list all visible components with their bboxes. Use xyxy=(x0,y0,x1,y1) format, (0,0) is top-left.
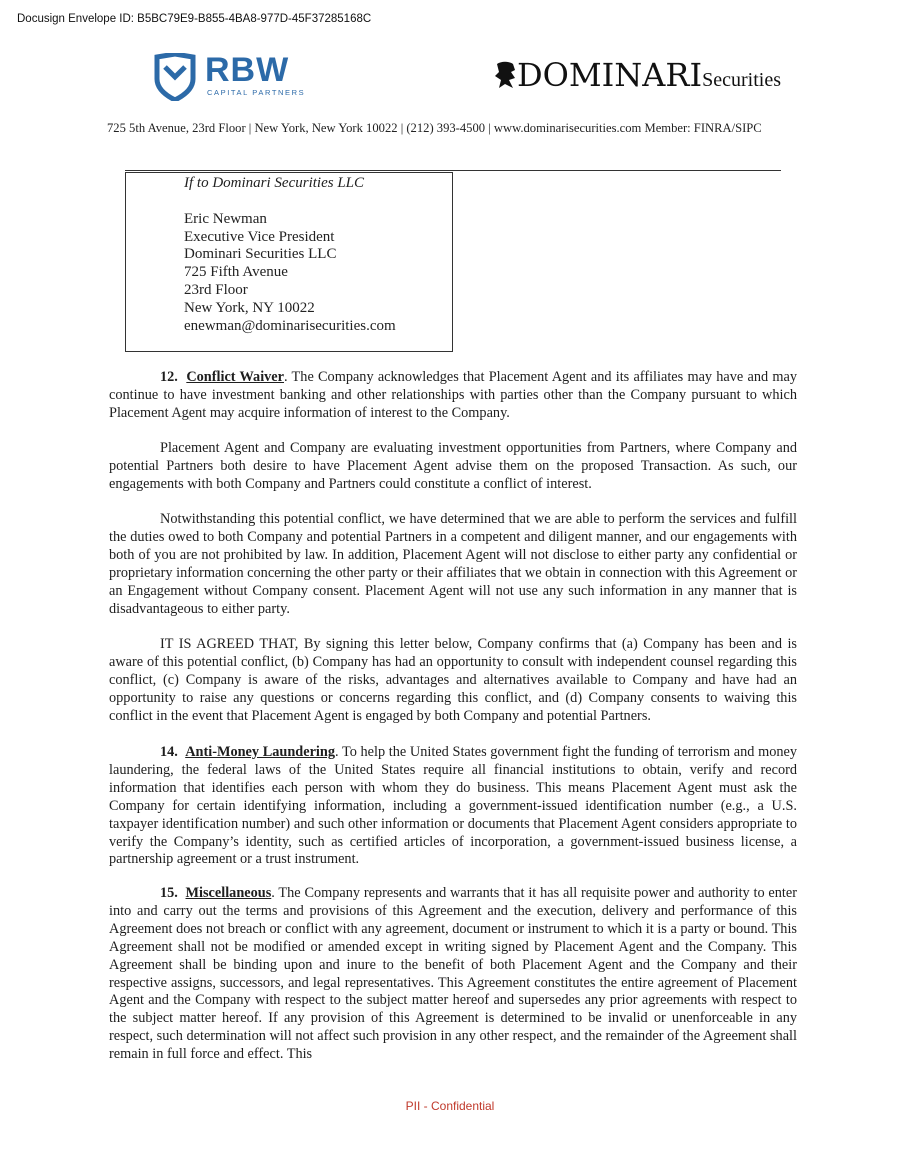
envelope-id: Docusign Envelope ID: B5BC79E9-B855-4BA8-977D-45F37285168C xyxy=(17,13,372,25)
section-15-miscellaneous xyxy=(109,885,797,1064)
address-line: Executive Vice President xyxy=(184,229,335,245)
address-line: 725 Fifth Avenue xyxy=(184,264,288,280)
address-line: Eric Newman xyxy=(184,211,267,227)
header-rule xyxy=(125,170,781,171)
section-number: 15. xyxy=(160,885,178,901)
section-heading: Conflict Waiver xyxy=(186,369,285,385)
lion-crest-icon xyxy=(493,60,519,90)
section-12-conflict-waiver xyxy=(109,369,797,423)
pii-confidential-label: PII - Confidential xyxy=(405,1099,495,1113)
paragraph-text: Placement Agent and Company are evaluating investment opportunities from Partners, where Company and potential Partners both desire to have Placement Agent advise them on the proposed Transaction. As such, our engagements with both Company and Partners could constitute a conflict of interest. xyxy=(109,440,797,492)
company-address-line: 725 5th Avenue, 23rd Floor | New York, New York 10022 | (212) 393-4500 | www.dominarisecurities.com Member: FINRA/SIPC xyxy=(107,121,762,135)
section-text: . The Company represents and warrants that it has all requisite power and authority to enter into and carry out the terms and provisions of this Agreement and the execution, delivery and performance of this Agreement does not breach or conflict with any agreement, document or instrument to which it is a party or bound. This Agreement shall not be modified or amended except in writing signed by Placement Agent and the Company. This Agreement shall be binding upon and inure to the benefit of both Placement Agent and the Company and their respective assigns, successors, and legal representatives. This Agreement constitutes the entire agreement of Placement Agent and the Company with respect to the subject matter hereof and supersedes any prior agreements with respect to the subject matter hereof. If any provision of this Agreement is determined to be invalid or unenforceable in any respect, such determination will not affect such provision in any other respect, and the remainder of the Agreement shall remain in full force and effect. This xyxy=(109,885,797,1063)
paragraph-text: Notwithstanding this potential conflict, we have determined that we are able to perform the services and fulfill the duties owed to both Company and potential Partners in a competent and diligent manner, and our engagements with both of you are not prohibited by law. In addition, Placement Agent will not disclose to either party any confidential or proprietary information concerning the other party or their affiliates that we obtain in connection with this Agreement or an Engagement without Company consent. Placement Agent will not use any such information in any manner that is disadvantageous to either party. xyxy=(109,511,797,617)
address-box xyxy=(125,172,453,352)
paragraph-notwithstanding xyxy=(109,511,797,618)
address-box-label: If to Dominari Securities LLC xyxy=(184,175,365,191)
section-text: . The Company acknowledges that Placement Agent and its affiliates may have and may continue to have investment banking and other relationships with parties other than the Company pursuant to which Placement Agent may acquire information of interest to the Company. xyxy=(109,369,797,421)
address-line: Dominari Securities LLC xyxy=(184,246,337,262)
paragraph-it-is-agreed xyxy=(109,636,797,726)
section-number: 14. xyxy=(160,744,178,760)
dominari-name xyxy=(517,56,781,94)
paragraph-text: IT IS AGREED THAT, By signing this letter below, Company confirms that (a) Company has been and is aware of this potential conflict, (b) Company has had an opportunity to consult with independent counsel regarding this conflict, (c) Company is aware of the risks, advantages and alternatives available to Company and have had an opportunity to raise any questions or concerns regarding this conflict, and (d) Company consents to waiving this conflict in the event that Placement Agent is engaged by both Company and potential Partners. xyxy=(109,636,797,724)
dominari-logo xyxy=(493,58,783,98)
section-number: 12. xyxy=(160,369,178,385)
rbw-shield-icon xyxy=(153,53,197,101)
rbw-logo xyxy=(153,53,313,101)
section-heading: Anti-Money Laundering xyxy=(185,744,336,760)
paragraph-evaluating xyxy=(109,440,797,494)
rbw-subtitle: CAPITAL PARTNERS xyxy=(207,88,306,97)
dominari-name-text: DOMINARI xyxy=(517,56,703,94)
section-14-anti-money-laundering xyxy=(109,744,797,869)
address-line: New York, NY 10022 xyxy=(184,300,315,316)
address-line: 23rd Floor xyxy=(184,282,248,298)
address-email: enewman@dominarisecurities.com xyxy=(184,318,396,334)
section-heading: Miscellaneous xyxy=(185,885,272,901)
rbw-name: RBW xyxy=(205,51,290,89)
dominari-suffix: Securities xyxy=(702,69,782,91)
section-text: . To help the United States government fight the funding of terrorism and money laundering, the federal laws of the United States require all financial institutions to obtain, verify and record information that identifies each person with whom they do business. This means Placement Agent must ask the Company for certain identifying information, including a government-issued identification number (e.g., a U.S. taxpayer identification number) and such other information or documents that Placement Agent considers appropriate to verify the Company’s identity, such as certified articles of incorporation, a government-issued business license, a partnership agreement or a trust instrument. xyxy=(109,744,797,868)
